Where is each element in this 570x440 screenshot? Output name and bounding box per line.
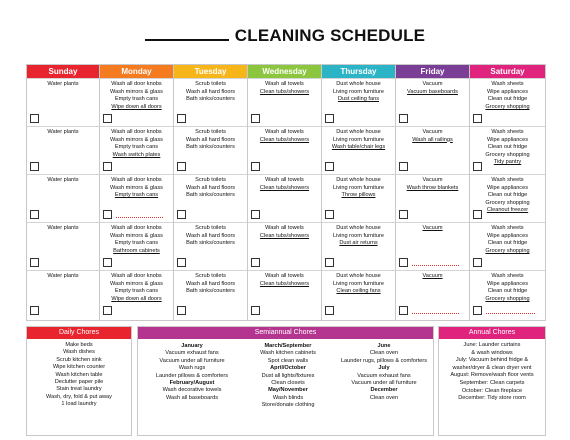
task-item: Scrub toilets [195, 225, 226, 231]
task-list [396, 175, 469, 192]
annual-chore-item: August: Remove/wash floor vents [450, 372, 534, 379]
write-in-line[interactable] [412, 313, 459, 314]
task-list [27, 79, 99, 89]
write-in-line[interactable] [116, 217, 163, 218]
semiannual-month: July [378, 365, 390, 372]
task-item: Clean tubs/showers [259, 88, 310, 95]
done-checkbox[interactable] [251, 162, 260, 171]
semiannual-chore-item: Launder rugs, pillows & comforters [340, 357, 428, 364]
task-item: Vacuum [422, 177, 443, 183]
day-cell [248, 174, 321, 222]
day-column-friday [396, 65, 470, 320]
done-checkbox[interactable] [30, 306, 39, 315]
task-item: Dust whole house [336, 225, 381, 231]
task-item: Throw pillows [341, 192, 376, 199]
task-item: Clean tubs/showers [259, 280, 310, 287]
task-item: Grocery shopping [485, 295, 530, 302]
task-item: Clean tubs/showers [259, 136, 310, 143]
task-item: Bathroom cabinets [113, 247, 160, 254]
task-list [100, 79, 173, 111]
task-item: Clean out fridge [487, 144, 528, 151]
daily-chores-list [27, 339, 131, 409]
task-list [470, 271, 545, 303]
day-cell [470, 126, 545, 174]
day-header-thursday: Thursday [322, 65, 395, 78]
day-header-sunday: Sunday [27, 65, 99, 78]
semiannual-month: December [370, 387, 398, 394]
task-item: Bath sinks/counters [186, 240, 235, 247]
task-list [100, 175, 173, 200]
task-item: Wash switch plates [112, 151, 161, 158]
day-column-wednesday [248, 65, 322, 320]
task-list [470, 79, 545, 111]
write-in-line[interactable] [486, 313, 535, 314]
semiannual-chore-item: Wash decorative towels [162, 387, 222, 394]
day-cell [396, 174, 469, 222]
done-checkbox[interactable] [30, 114, 39, 123]
annual-chores-title: Annual Chores [439, 327, 545, 339]
task-item: Wash all door knobs [111, 177, 162, 183]
task-list [174, 271, 247, 296]
daily-chore-item: Scrub kitchen sink [56, 356, 102, 363]
task-item: Bath sinks/counters [186, 288, 235, 295]
done-checkbox[interactable] [251, 306, 260, 315]
semiannual-col-2 [240, 343, 336, 410]
task-item: Vacuum [422, 81, 443, 87]
task-item: Dust whole house [336, 177, 381, 183]
task-item: Dust air returns [339, 240, 378, 247]
task-item: Dust whole house [336, 273, 381, 279]
task-list [248, 271, 321, 288]
semiannual-chore-item: Spot clean walls [267, 357, 309, 364]
task-list [322, 223, 395, 248]
task-list [100, 127, 173, 159]
semiannual-chore-item: Dust all lights/fixtures [261, 372, 315, 379]
day-cell [27, 270, 99, 318]
task-item: Empty trash cans [114, 96, 159, 103]
task-item: Clean out fridge [487, 192, 528, 199]
day-cell [396, 126, 469, 174]
daily-chore-item: Wash dishes [63, 349, 95, 356]
day-cell [100, 270, 173, 318]
day-cell [396, 78, 469, 126]
task-item: Living room furniture [333, 184, 384, 191]
day-cell [322, 222, 395, 270]
task-list [322, 175, 395, 200]
daily-chore-item: Stain treat laundry [56, 386, 102, 393]
task-item: Clean out fridge [487, 288, 528, 295]
day-header-wednesday: Wednesday [248, 65, 321, 78]
task-list [470, 223, 545, 255]
task-item: Dust whole house [336, 81, 381, 87]
done-checkbox[interactable] [177, 210, 186, 219]
semiannual-chore-item: Vacuum exhaust fans [165, 350, 219, 357]
task-item: Wash all railings [412, 136, 453, 143]
semiannual-chore-item: Vacuum under all furniture [159, 357, 225, 364]
done-checkbox[interactable] [473, 114, 482, 123]
task-list [27, 271, 99, 281]
done-checkbox[interactable] [473, 258, 482, 267]
task-list [27, 175, 99, 185]
day-column-thursday [322, 65, 396, 320]
day-cell [100, 174, 173, 222]
day-header-saturday: Saturday [470, 65, 545, 78]
task-item: Wash all hard floors [185, 280, 236, 287]
done-checkbox[interactable] [473, 162, 482, 171]
task-item: Wash all hard floors [185, 232, 236, 239]
task-item: Wash all towels [265, 225, 304, 231]
task-item: Grocery shopping [485, 103, 530, 110]
daily-chores-box [26, 326, 132, 436]
task-item: Water plants [47, 81, 79, 87]
task-item: Wash all hard floors [185, 88, 236, 95]
task-item: Living room furniture [333, 280, 384, 287]
task-list [322, 127, 395, 152]
task-item: Wash all towels [265, 81, 304, 87]
task-item: Wash sheets [491, 129, 524, 135]
task-item: Wash all hard floors [185, 184, 236, 191]
done-checkbox[interactable] [399, 210, 408, 219]
done-checkbox[interactable] [473, 306, 482, 315]
annual-chore-item: October: Clean fireplace [461, 387, 523, 394]
day-cell [174, 270, 247, 318]
done-checkbox[interactable] [30, 210, 39, 219]
day-cell [470, 222, 545, 270]
day-cell [322, 270, 395, 318]
task-item: Wipe down all doors [111, 295, 162, 302]
day-cell [470, 174, 545, 222]
semiannual-month: May/November [268, 387, 308, 394]
done-checkbox[interactable] [177, 258, 186, 267]
day-cell [100, 78, 173, 126]
task-item: Wash all door knobs [111, 81, 162, 87]
semiannual-chore-item: Wash rugs [178, 365, 206, 372]
weekly-grid [26, 64, 546, 321]
day-cell [174, 78, 247, 126]
daily-chores-title: Daily Chores [27, 327, 131, 339]
task-item: Grocery shopping [485, 247, 530, 254]
task-item: Water plants [47, 273, 79, 279]
semiannual-chores-title: Semiannual Chores [138, 327, 433, 339]
task-item: Vacuum [422, 273, 443, 279]
task-list [27, 223, 99, 233]
day-cell [174, 174, 247, 222]
task-item: Dust ceiling fans [337, 96, 380, 103]
page-title [0, 26, 570, 46]
semiannual-chore-item: Clean closets [271, 380, 305, 387]
done-checkbox[interactable] [325, 162, 334, 171]
title-blank-line [145, 27, 229, 41]
task-item: Water plants [47, 129, 79, 135]
task-item: Scrub toilets [195, 273, 226, 279]
task-list [396, 223, 469, 233]
done-checkbox[interactable] [177, 306, 186, 315]
task-list [396, 79, 469, 96]
task-item: Wash mirrors & glass [110, 184, 163, 191]
day-header-friday: Friday [396, 65, 469, 78]
annual-chore-item: & wash windows [471, 349, 513, 356]
task-list [248, 79, 321, 96]
task-item: Empty trash cans [114, 288, 159, 295]
semiannual-month: March/September [264, 343, 312, 349]
task-item: Wash table/chair legs [331, 144, 386, 151]
daily-chore-item: Wash kitchen table [55, 371, 103, 378]
task-list [248, 127, 321, 144]
day-cell [100, 222, 173, 270]
daily-chore-item: Make beds [65, 342, 93, 348]
task-item: Wash mirrors & glass [110, 280, 163, 287]
annual-chore-item: washer/dryer & clean dryer vent [452, 364, 532, 371]
day-cell [396, 270, 469, 318]
task-item: Wipe appliances [486, 280, 529, 287]
semiannual-chore-item: Wash kitchen cabinets [260, 350, 316, 357]
task-item: Clean tubs/showers [259, 184, 310, 191]
task-list [174, 223, 247, 248]
task-item: Clean tubs/showers [259, 232, 310, 239]
day-column-saturday [470, 65, 545, 320]
task-item: Scrub toilets [195, 177, 226, 183]
day-cell [174, 222, 247, 270]
day-cell [322, 78, 395, 126]
done-checkbox[interactable] [177, 114, 186, 123]
task-list [396, 271, 469, 281]
semiannual-chore-item: Wash blinds [272, 394, 304, 401]
semiannual-chores-box [137, 326, 434, 436]
done-checkbox[interactable] [30, 162, 39, 171]
day-cell [100, 126, 173, 174]
task-list [470, 127, 545, 167]
task-item: Bath sinks/counters [186, 96, 235, 103]
task-item: Cleanout freezer [486, 207, 529, 214]
day-column-sunday [27, 65, 100, 320]
day-cell [396, 222, 469, 270]
semiannual-chore-item: Wash all baseboards [165, 394, 219, 401]
task-list [470, 175, 545, 215]
task-item: Dust whole house [336, 129, 381, 135]
task-list [100, 271, 173, 303]
semiannual-chore-item: Clean oven [369, 394, 399, 401]
task-item: Wash throw blankets [406, 184, 459, 191]
task-item: Wash all door knobs [111, 129, 162, 135]
day-cell [27, 174, 99, 222]
task-item: Water plants [47, 225, 79, 231]
day-cell [470, 78, 545, 126]
day-cell [248, 270, 321, 318]
done-checkbox[interactable] [399, 162, 408, 171]
done-checkbox[interactable] [325, 306, 334, 315]
day-cell [470, 270, 545, 318]
task-item: Vacuum baseboards [407, 88, 458, 95]
annual-chore-item: July: Vacuum behind fridge & [455, 357, 529, 364]
day-cell [27, 126, 99, 174]
task-list [248, 223, 321, 240]
done-checkbox[interactable] [399, 306, 408, 315]
done-checkbox[interactable] [251, 210, 260, 219]
task-item: Wipe appliances [486, 184, 529, 191]
done-checkbox[interactable] [325, 258, 334, 267]
task-item: Wipe appliances [486, 88, 529, 95]
task-item: Clean ceiling fans [336, 288, 381, 295]
done-checkbox[interactable] [103, 306, 112, 315]
day-cell [322, 174, 395, 222]
task-list [174, 175, 247, 200]
task-item: Vacuum [422, 225, 443, 231]
done-checkbox[interactable] [325, 210, 334, 219]
task-item: Clean out fridge [487, 240, 528, 247]
day-cell [248, 222, 321, 270]
day-header-monday: Monday [100, 65, 173, 78]
task-item: Wash sheets [491, 177, 524, 183]
task-item: Wash mirrors & glass [110, 88, 163, 95]
task-list [322, 271, 395, 296]
day-cell [248, 78, 321, 126]
done-checkbox[interactable] [103, 210, 112, 219]
day-column-monday [100, 65, 174, 320]
task-item: Empty trash cans [114, 144, 159, 151]
task-item: Tidy pantry [493, 159, 522, 166]
task-item: Clean out fridge [487, 96, 528, 103]
task-item: Living room furniture [333, 232, 384, 239]
task-list [174, 79, 247, 104]
task-item: Bath sinks/counters [186, 144, 235, 151]
task-item: Water plants [47, 177, 79, 183]
task-list [396, 127, 469, 144]
annual-chore-item: June: Launder curtains [463, 342, 521, 348]
semiannual-chore-item: Clean oven [369, 350, 399, 357]
task-list [174, 127, 247, 152]
task-item: Scrub toilets [195, 129, 226, 135]
task-item: Bath sinks/counters [186, 192, 235, 199]
day-column-tuesday [174, 65, 248, 320]
task-item: Wash all towels [265, 273, 304, 279]
annual-chore-item: December: Tidy store room [458, 395, 526, 402]
done-checkbox[interactable] [251, 114, 260, 123]
task-item: Wash sheets [491, 225, 524, 231]
done-checkbox[interactable] [177, 162, 186, 171]
semiannual-month: June [377, 343, 391, 349]
day-cell [27, 222, 99, 270]
task-item: Wipe down all doors [111, 103, 162, 110]
day-cell [322, 126, 395, 174]
daily-chore-item: Wash, dry, fold & put away [46, 393, 112, 400]
annual-chores-list [439, 339, 545, 403]
daily-chore-item: 1 load laundry [61, 401, 97, 408]
semiannual-chore-item: Vacuum under all furniture [351, 380, 417, 387]
task-item: Wash all hard floors [185, 136, 236, 143]
task-item: Empty trash cans [114, 240, 159, 247]
task-list [322, 79, 395, 104]
task-item: Living room furniture [333, 136, 384, 143]
semiannual-chore-item: Launder pillows & comforters [155, 372, 229, 379]
semiannual-col-1 [142, 343, 242, 402]
task-item: Wipe appliances [486, 232, 529, 239]
task-list [100, 223, 173, 255]
done-checkbox[interactable] [251, 258, 260, 267]
day-cell [248, 126, 321, 174]
title-text: CLEANING SCHEDULE [234, 26, 426, 45]
done-checkbox[interactable] [30, 258, 39, 267]
daily-chore-item: Declutter paper pile [54, 379, 104, 386]
annual-chores-box [438, 326, 546, 436]
done-checkbox[interactable] [103, 162, 112, 171]
task-item: Scrub toilets [195, 81, 226, 87]
semiannual-month: April/October [270, 365, 306, 372]
done-checkbox[interactable] [325, 114, 334, 123]
semiannual-col-3 [334, 343, 434, 402]
write-in-line[interactable] [412, 265, 459, 266]
task-item: Wipe appliances [486, 136, 529, 143]
task-item: Wash all towels [265, 177, 304, 183]
task-item: Wash all towels [265, 129, 304, 135]
task-item: Living room furniture [333, 88, 384, 95]
done-checkbox[interactable] [399, 114, 408, 123]
done-checkbox[interactable] [103, 114, 112, 123]
done-checkbox[interactable] [103, 258, 112, 267]
done-checkbox[interactable] [399, 258, 408, 267]
annual-chore-item: September: Clean carpets [459, 379, 525, 386]
task-item: Wash mirrors & glass [110, 136, 163, 143]
task-item: Wash mirrors & glass [110, 232, 163, 239]
task-item: Wash sheets [491, 273, 524, 279]
task-item: Grocery shopping [485, 151, 530, 158]
task-list [27, 127, 99, 137]
day-cell [174, 126, 247, 174]
day-cell [27, 78, 99, 126]
task-list [248, 175, 321, 192]
task-item: Wash sheets [491, 81, 524, 87]
semiannual-chore-item: Store/donate clothing [261, 402, 315, 409]
semiannual-month: February/August [169, 380, 215, 387]
semiannual-chore-item: Vacuum exhaust fans [357, 372, 411, 379]
semiannual-month: January [181, 343, 203, 349]
day-header-tuesday: Tuesday [174, 65, 247, 78]
daily-chore-item: Wipe kitchen counter [52, 364, 106, 371]
task-item: Grocery shopping [485, 199, 530, 206]
task-item: Wash all door knobs [111, 273, 162, 279]
task-item: Empty trash cans [114, 192, 159, 199]
task-item: Wash all door knobs [111, 225, 162, 231]
done-checkbox[interactable] [473, 210, 482, 219]
task-item: Vacuum [422, 129, 443, 135]
